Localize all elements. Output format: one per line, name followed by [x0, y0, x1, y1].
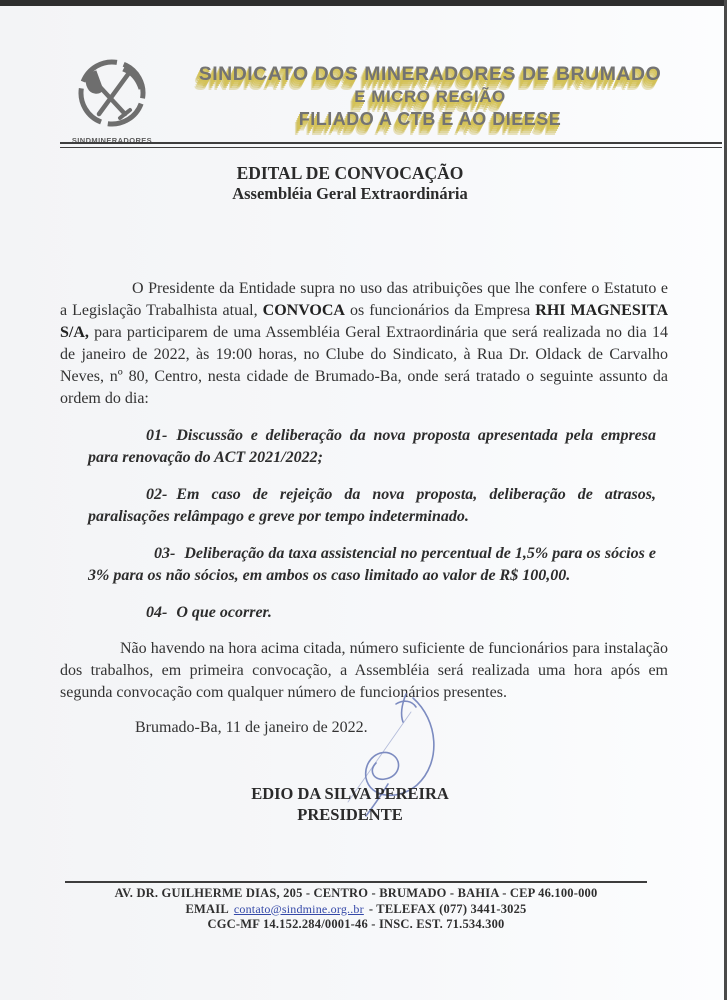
- president-name: EDIO DA SILVA PEREIRA: [251, 784, 449, 803]
- president-role: PRESIDENTE: [297, 805, 403, 824]
- footer-telefax: - TELEFAX (077) 3441-3025: [368, 901, 527, 916]
- document-title-block: [60, 163, 640, 204]
- agenda-item-number: 03-: [154, 545, 176, 562]
- agenda-item-01: [88, 425, 656, 469]
- date-line: Brumado-Ba, 11 de janeiro de 2022.: [135, 719, 368, 736]
- footer-registration: CGC-MF 14.152.284/0001-46 - INSC. EST. 71.534.300: [207, 917, 505, 931]
- agenda-item-text: Deliberação da taxa assistencial no percentual de 1,5% para os sócios e 3% para os não sócios, em ambos os caso limitado ao valor de R$ 100,00.: [88, 545, 656, 584]
- agenda-item-04: [88, 602, 656, 624]
- footer-block: [65, 881, 647, 933]
- closing-paragraph: Não havendo na hora acima citada, número suficiente de funcionários para instalação dos trabalhos, em primeira convocação, a Assembléia será realizada uma hora após em segunda convocação com qualquer número de funcionários presentes.: [60, 640, 668, 701]
- agenda-item-text: Em caso de rejeição da nova proposta, deliberação de atrasos, paralisações relâmpago e greve por tempo indeterminado.: [88, 486, 656, 525]
- scan-artifact-top-bar: [0, 0, 727, 6]
- agenda-item-02: [88, 484, 656, 528]
- pickaxe-shovel-icon: [62, 56, 162, 130]
- agenda-item-text: O que ocorrer.: [176, 604, 272, 621]
- agenda-item-number: 01-: [146, 427, 168, 444]
- logo-caption: SINDMINERADORES: [71, 136, 153, 145]
- opening-text-3: para participarem de uma Assembléia Geral Extraordinária que será realizada no dia 14 de janeiro de 2022, às 19:00 horas, no Clube do Sindicato, à Rua Dr. Oldack de Carvalho Neves, nº 80, Centro, nesta cidade de Brumado-Ba, onde será tratado o seguinte assunto da ordem do dia:: [60, 324, 668, 407]
- signature-block: [60, 783, 640, 825]
- footer-contact: [65, 902, 647, 918]
- footer-email-link: contato@sindmine.org..br: [233, 901, 364, 916]
- org-name-line1: SINDICATO DOS MINERADORES DE BRUMADO: [198, 63, 662, 85]
- company-name-emphasis: RHI MAGNESITA S/A,: [60, 302, 669, 341]
- agenda-item-03: [88, 543, 656, 587]
- agenda-item-number: 04-: [146, 604, 168, 621]
- document-title: EDITAL DE CONVOCAÇÃO: [236, 163, 464, 183]
- agenda-item-number: 02-: [146, 486, 168, 503]
- document-subtitle: Assembléia Geral Extraordinária: [232, 184, 468, 203]
- convoca-emphasis: CONVOCA: [262, 302, 345, 319]
- opening-text-2: os funcionários da Empresa: [344, 302, 536, 319]
- org-name-line2: E MICRO REGIÃO: [354, 87, 506, 106]
- org-title-block: [150, 62, 710, 131]
- opening-text-1: O Presidente da Entidade supra no uso das atribuições que lhe confere o Estatuto e a Legislação Trabalhista atual,: [60, 280, 668, 319]
- footer-email-label: EMAIL: [185, 901, 229, 916]
- opening-paragraph: [60, 278, 668, 410]
- org-name-line3: FILIADO A CTB E AO DIEESE: [298, 109, 562, 129]
- footer-address: AV. DR. GUILHERME DIAS, 205 - CENTRO - BRUMADO - BAHIA - CEP 46.100-000: [114, 886, 598, 900]
- document-body: [60, 278, 668, 739]
- agenda-item-text: Discussão e deliberação da nova proposta apresentada pela empresa para renovação do ACT 2021/2022;: [88, 427, 656, 466]
- header-divider: [60, 142, 722, 148]
